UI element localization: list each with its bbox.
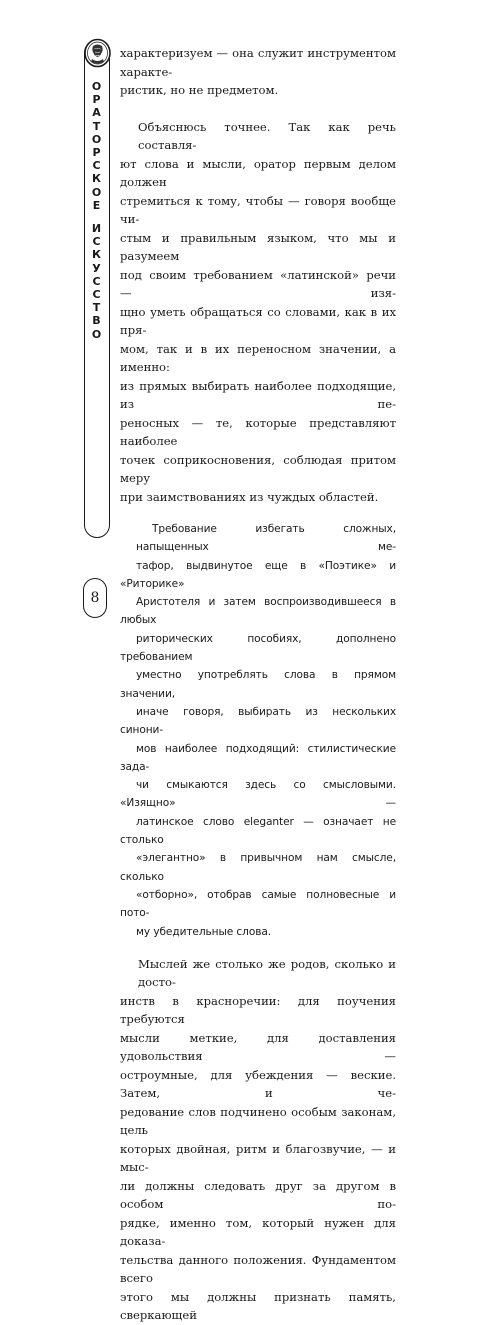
- text-line: под своим требованием «латинской» речи — изя-: [120, 267, 396, 300]
- vertical-title-letter: Р: [92, 93, 101, 107]
- text-line: риторических пособиях, дополнено требованием: [120, 632, 396, 664]
- text-line: щно уметь обращаться со словами, как в их пря-: [120, 304, 396, 337]
- text-line: ли должны следовать друг за другом в особом по-: [120, 1178, 396, 1212]
- text-line: характеризуем — она служит инструментом характе-: [120, 46, 396, 79]
- page-body: [120, 44, 396, 1325]
- text-line: латинское слово eleganter — означает не столько: [120, 815, 396, 847]
- vertical-title-letter: Р: [92, 146, 101, 160]
- text-line: точек соприкосновения, соблюдая притом меру: [120, 452, 396, 485]
- vertical-title-letter: О: [91, 327, 102, 341]
- vertical-title-letter: Т: [92, 119, 101, 133]
- vertical-title-letter: У: [92, 261, 101, 275]
- text-line: иначе говоря, выбирать из нескольких синони-: [120, 705, 396, 737]
- paragraph-1: [120, 44, 396, 100]
- vertical-title-letter: И: [91, 222, 102, 236]
- vertical-title-letter: С: [92, 159, 101, 173]
- vertical-title-letter: К: [92, 248, 101, 262]
- text-line: тафор, выдвинутое еще в «Поэтике» и «Риторике»: [120, 559, 396, 590]
- text-line: му убедительные слова.: [136, 925, 272, 938]
- vertical-title-word-2: [85, 222, 108, 341]
- text-line: мысли меткие, для доставления удовольствия —: [120, 1030, 396, 1064]
- vertical-title: [85, 80, 108, 341]
- vertical-title-letter: С: [92, 235, 101, 249]
- commentary-block: [120, 520, 396, 941]
- text-line: инств в красноречии: для поучения требуются: [120, 993, 396, 1027]
- text-line: стым и правильным языком, что мы и разумеем: [120, 230, 396, 263]
- text-line: Требование избегать сложных, напыщенных ме-: [136, 523, 396, 554]
- vertical-title-letter: О: [91, 132, 102, 146]
- page-number: 8: [83, 578, 107, 618]
- text-line: редование слов подчинено особым законам, цель: [120, 1104, 396, 1138]
- text-line: при заимствованиях из чуждых областей.: [120, 489, 379, 504]
- text-line: которых двойная, ритм и благозвучие, — и мыс-: [120, 1141, 396, 1175]
- author-portrait-medallion-icon: [84, 38, 111, 68]
- vertical-title-letter: В: [92, 314, 101, 328]
- text-line: Аристотеля и затем воспроизводившееся в любых: [120, 596, 396, 627]
- vertical-title-letter: О: [91, 80, 102, 93]
- text-line: остроумные, для убеждения — веские. Затем, и че-: [120, 1067, 396, 1101]
- text-line: стремиться к тому, чтобы — говоря вообще чи-: [120, 193, 396, 226]
- text-line: уместно употреблять слова в прямом значении,: [120, 669, 396, 700]
- text-line: этого мы должны признать память, сверкающей: [120, 1289, 396, 1323]
- vertical-title-word-1: [85, 80, 108, 212]
- text-line: из прямых выбирать наиболее подходящие, из пе-: [120, 378, 396, 411]
- text-line: тельства данного положения. Фундаментом всего: [120, 1252, 396, 1286]
- vertical-title-letter: С: [92, 274, 101, 288]
- vertical-title-letter: Т: [92, 301, 101, 315]
- vertical-title-letter: К: [92, 172, 101, 186]
- vertical-title-letter: С: [92, 288, 101, 302]
- text-line: чи смыкаются здесь со смысловыми. «Изящно» —: [120, 779, 396, 810]
- text-line: реносных — те, которые представляют наиболее: [120, 415, 396, 448]
- text-line: ристик, но не предметом.: [120, 83, 279, 97]
- paragraph-2: [120, 118, 396, 507]
- paragraph-3: [120, 955, 396, 1325]
- vertical-title-bar: [84, 40, 110, 538]
- text-line: рядке, именно том, который нужен для доказа-: [120, 1215, 396, 1249]
- text-line: мов наиболее подходящий: стилистические зада-: [120, 742, 396, 773]
- vertical-title-letter: Е: [92, 198, 101, 212]
- vertical-title-letter: О: [91, 185, 102, 199]
- text-line: Мыслей же столько же родов, сколько и досто-: [138, 956, 396, 990]
- vertical-title-letter: А: [92, 106, 101, 120]
- text-line: ют слова и мысли, оратор первым делом должен: [120, 156, 396, 189]
- text-line: Объяснюсь точнее. Так как речь составля-: [138, 119, 396, 152]
- text-line: «элегантно» в привычном нам смысле, сколько: [120, 852, 396, 883]
- text-line: мом, так и в их переносном значении, а именно:: [120, 341, 396, 374]
- text-line: «отборно», отобрав самые полновесные и пото-: [120, 888, 396, 920]
